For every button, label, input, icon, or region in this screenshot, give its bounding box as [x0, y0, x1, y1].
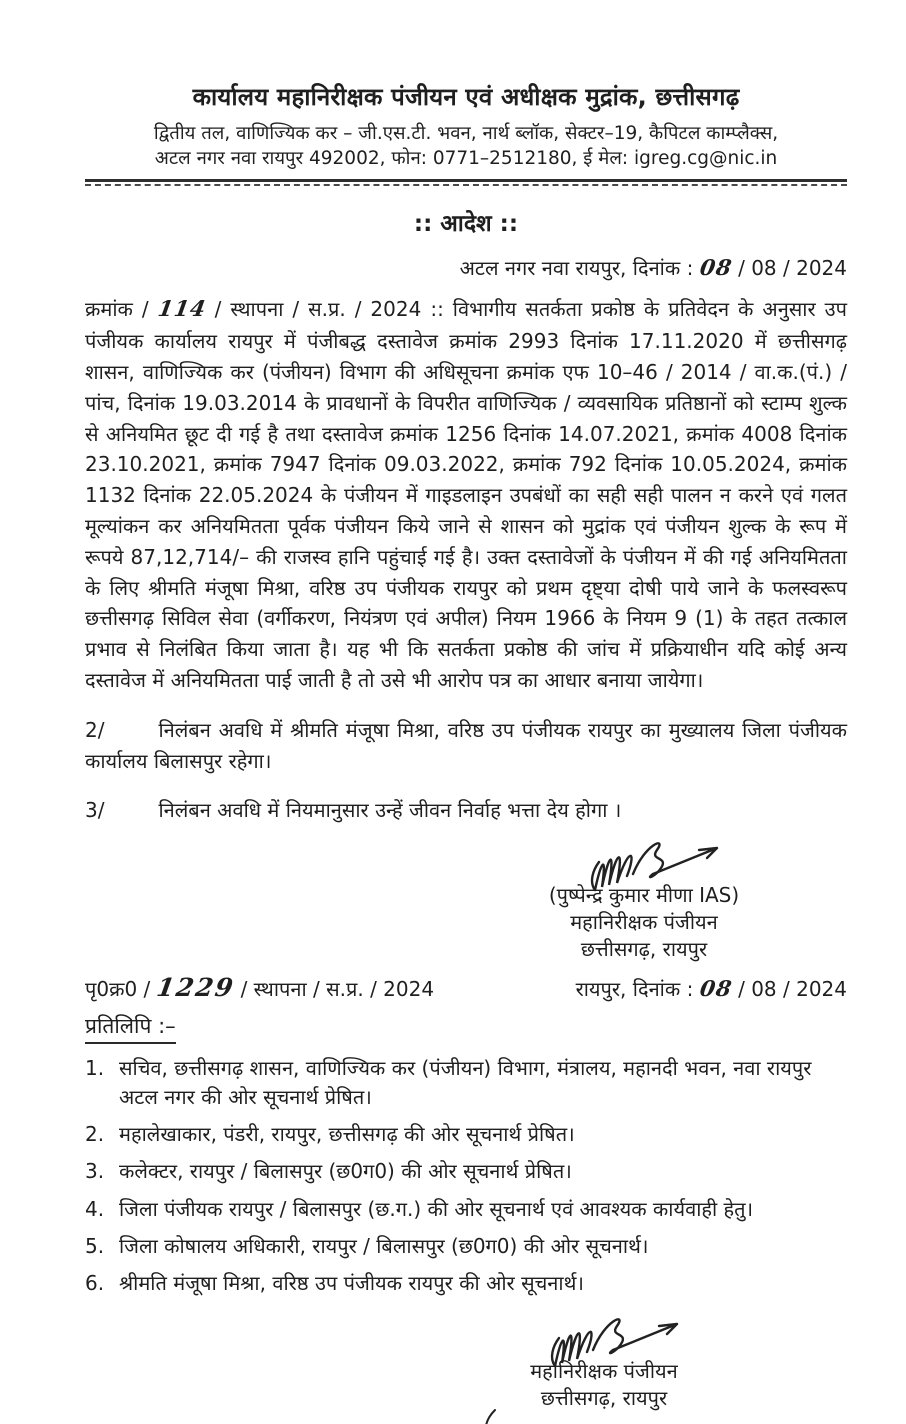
- list-item-number: 3.: [85, 1159, 105, 1184]
- handwritten-endorsement-day: 08: [697, 977, 734, 1003]
- list-item-text: कलेक्टर, रायपुर / बिलासपुर (छ0ग0) की ओर सूचनार्थ प्रेषित।: [119, 1159, 572, 1184]
- list-item: [85, 1232, 847, 1260]
- order-paragraph-1-text: विभागीय सतर्कता प्रकोष्ठ के प्रतिवेदन के अनुसार उप पंजीयक कार्यालय रायपुर में पंजीबद्ध दस्तावेज क्रमांक 2993 दिनांक 17.11.2020 में छत्तीसगढ़ शासन, वाणिज्यिक कर (पंजीयन) विभाग की अधिसूचना क्रमांक एफ 10–46 / 2014 / वा.क.(पं.) / पांच, दिनांक 19.03.2014 के प्रावधानों के विपरीत वाणिज्यिक / व्यवसायिक प्रतिष्ठानों को स्टाम्प शुल्क से अनियमित छूट दी गई है तथा दस्तावेज क्रमांक 1256 दिनांक 14.07.2021, क्रमांक 4008 दिनांक 23.10.2021, क्रमांक 7947 दिनांक 09.03.2022, क्रमांक 792 दिनांक 10.05.2024, क्रमांक 1132 दिनांक 22.05.2024 के पंजीयन में गाइडलाइन उपबंधों का सही सही पालन न करने एवं गलत मूल्यांकन कर अनियमितता पूर्वक पंजीयन किये जाने से शासन को मुद्रांक एवं पंजीयन शुल्क के रूप में रूपये 87,12,714/– की राजस्व हानि पहुंचाई गई है। उक्त दस्तावेजों के पंजीयन में की गई अनियमितता के लिए श्रीमति मंजूषा मिश्रा, वरिष्ठ उप पंजीयक रायपुर को प्रथम दृष्ट्या दोषी पाये जाने के फलस्वरूप छत्तीसगढ़ सिविल सेवा (वर्गीकरण, नियंत्रण एवं अपील) नियम 1966 के नियम 9 (1) के तहत तत्काल प्रभाव से निलंबित किया जाता है। यह भी कि सतर्कता प्रकोष्ठ की जांच में प्रक्रियाधीन यदि कोई अन्य दस्तावेज में अनियमितता पाई जाती है तो उसे भी आरोप पत्र का आधार बनाया जायेगा।: [85, 296, 847, 692]
- list-item: [85, 1054, 847, 1111]
- dateline: [85, 254, 847, 281]
- endorsement-date-rest: / 08 / 2024: [731, 977, 847, 1002]
- endorsement-dateline: [576, 975, 847, 1002]
- list-item-number: 5.: [85, 1234, 105, 1259]
- handwritten-endorsement-number: 1229: [154, 973, 237, 1003]
- list-item-text: जिला कोषालय अधिकारी, रायपुर / बिलासपुर (छ0ग0) की ओर सूचनार्थ।: [119, 1234, 649, 1259]
- list-item-text: सचिव, छत्तीसगढ़ शासन, वाणिज्यिक कर (पंजीयन) विभाग, मंत्रालय, महानदी भवन, नवा रायपुर अटल नगर की ओर सूचनार्थ प्रेषित।: [119, 1056, 812, 1109]
- letterhead-divider: [85, 179, 847, 182]
- office-title: कार्यालय महानिरीक्षक पंजीयन एवं अधीक्षक मुद्रांक, छत्तीसगढ़: [192, 83, 740, 111]
- list-item: [85, 1120, 847, 1148]
- signatory-block-top: [489, 832, 799, 963]
- list-item-number: 4.: [85, 1196, 105, 1221]
- dateline-rest: / 08 / 2024: [731, 255, 847, 280]
- office-address-line1: द्वितीय तल, वाणिज्यिक कर – जी.एस.टी. भवन, नार्थ ब्लॉक, सेक्टर–19, कैपिटल काम्प्लैक्स,: [153, 123, 779, 144]
- list-item: [85, 1157, 847, 1185]
- signatory-designation: महानिरीक्षक पंजीयन: [530, 1358, 678, 1383]
- order-paragraph-1: [85, 293, 847, 696]
- ref-number-prefix: क्रमांक /: [85, 296, 158, 321]
- list-item-text: महालेखाकार, पंडरी, रायपुर, छत्तीसगढ़ की ओर सूचनार्थ प्रेषित।: [119, 1121, 575, 1146]
- signatory-block-bottom: [449, 1308, 759, 1424]
- signatory-designation: महानिरीक्षक पंजीयन: [570, 910, 718, 935]
- signatory-location: छत्तीसगढ़, रायपुर: [540, 1385, 668, 1410]
- list-item-text: जिला पंजीयक रायपुर / बिलासपुर (छ.ग.) की ओर सूचनार्थ एवं आवश्यक कार्यवाही हेतु।: [119, 1196, 754, 1221]
- ref-number-suffix: / स्थापना / स.प्र. / 2024 ::: [205, 296, 453, 321]
- handwritten-day: 08: [697, 255, 734, 281]
- signatory-location: छत्तीसगढ़, रायपुर: [580, 937, 708, 962]
- document-content: [85, 80, 847, 1424]
- order-paragraph-3: [85, 795, 847, 826]
- list-item-number: 1.: [85, 1056, 105, 1081]
- endorsement-place: रायपुर, दिनांक :: [575, 977, 700, 1002]
- handwritten-ref-number: 114: [155, 296, 208, 322]
- signatory-name: (पुष्पेन्द्र कुमार मीणा IAS): [548, 883, 740, 908]
- copies-heading: प्रतिलिपि :–: [85, 1012, 176, 1044]
- list-item: [85, 1195, 847, 1223]
- paragraph-3-number: 3/: [85, 798, 105, 823]
- copies-list: [85, 1054, 847, 1298]
- paragraph-2-number: 2/: [85, 717, 105, 742]
- letterhead: [85, 80, 847, 182]
- list-item-number: 2.: [85, 1121, 105, 1146]
- office-address-line2: अटल नगर नवा रायपुर 492002, फोन: 0771–2512180, ई मेल: igreg.cg@nic.in: [154, 147, 778, 169]
- list-item-number: 6.: [85, 1271, 105, 1296]
- dateline-place: अटल नगर नवा रायपुर, दिनांक :: [459, 255, 700, 280]
- endorsement-prefix: पृ0क्र0 /: [85, 977, 157, 1002]
- endorsement-reference-row: [85, 973, 847, 1002]
- list-item: [85, 1269, 847, 1297]
- endorsement-suffix: / स्थापना / स.प्र. / 2024: [234, 977, 435, 1002]
- order-heading: :: आदेश ::: [413, 210, 519, 237]
- paragraph-2-text: निलंबन अवधि में श्रीमति मंजूषा मिश्रा, वरिष्ठ उप पंजीयक रायपुर का मुख्यालय जिला पंजीयक कार्यालय बिलासपुर रहेगा।: [85, 717, 847, 773]
- list-item-text: श्रीमति मंजूषा मिश्रा, वरिष्ठ उप पंजीयक रायपुर की ओर सूचनार्थ।: [119, 1271, 584, 1296]
- order-paragraph-2: [85, 715, 847, 777]
- endorsement-number: [85, 973, 434, 1002]
- paragraph-3-text: निलंबन अवधि में नियमानुसार उन्हें जीवन निर्वाह भत्ता देय होगा ।: [158, 798, 622, 823]
